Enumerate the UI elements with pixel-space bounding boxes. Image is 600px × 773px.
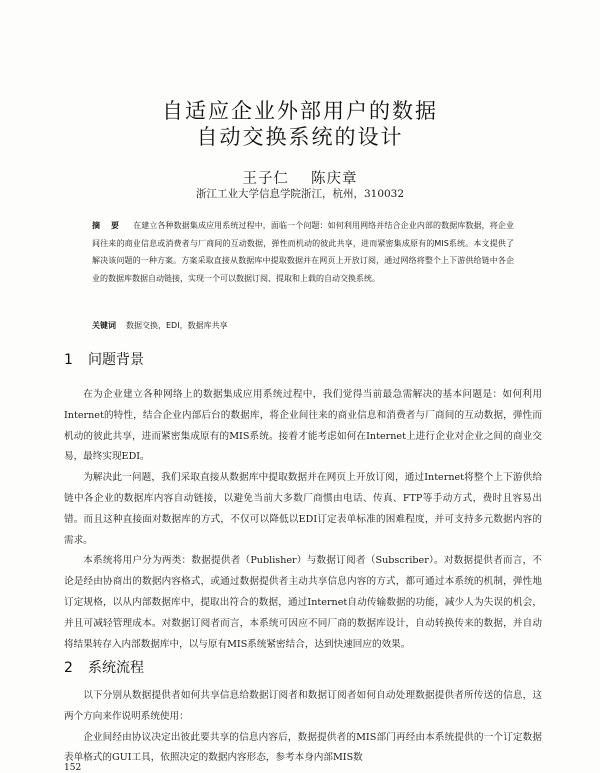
section-2-body: [64, 686, 542, 769]
author-1: 王子仁: [242, 171, 289, 187]
title-line-2: 自动交换系统的设计: [196, 125, 404, 149]
author-2: 陈庆章: [311, 171, 358, 187]
title-line-1: 自适应企业外部用户的数据: [162, 99, 438, 123]
section-1-paragraph: 本系统将用户分为两类：数据提供者（Publisher）与数据订阅者（Subscriber）。对数据提供者而言，不论是经由协商出的数据内容格式，或通过数据提供者主动共享信息内容的方式，都可通过本系统的机制，弹性地订定规格，以从内部数据库中，提取出符合的数据，通过Internet自动传输数据的功能，减少人为失误的机会，并且可减轻管理成本。对数据订阅者而言，本系统可因应不同厂商的数据库设计，自动转换传来的数据，并自动将结果转存入内部数据库中，以与原有MIS系统紧密结合，达到快速回应的效果。: [64, 555, 542, 650]
section-1-body: [64, 385, 542, 655]
page-number: 152: [64, 763, 82, 773]
abstract-label: 摘 要: [92, 221, 124, 230]
keywords-text: 数据交换，EDI，数据库共享: [126, 321, 228, 330]
section-2-title: 系统流程: [88, 660, 144, 676]
keywords-label: 关键词: [92, 321, 116, 330]
abstract: [92, 217, 514, 287]
section-1-heading: [64, 349, 144, 369]
section-2-number: 2: [64, 660, 73, 676]
section-1-paragraph: 在为企业建立各种网络上的数据集成应用系统过程中，我们觉得当前最急需解决的基本问题是：如何利用Internet的特性，结合企业内部后台的数据库，将企业间往来的商业信息和消费者与厂商间的互动数据，弹性而机动的彼此共享，进而紧密集成原有的MIS系统。接着才能考虑如何在Internet上进行企业对企业之间的商业交易，最终实现EDI。: [64, 389, 542, 463]
affiliation: 浙江工业大学信息学院浙江，杭州，310032: [195, 188, 405, 200]
abstract-text: 在建立各种数据集成应用系统过程中，面临一个问题：如何利用网络并结合企业内部的数据库数据，将企业间往来的商业信息或消费者与厂商间的互动数据，弹性而机动的彼此共享，进而紧密集成原有的MIS系统。本文提供了解决该问题的一种方案。方案采取直接从数据库中提取数据并在网页上开放订阅，通过网络将整个上下游供给链中各企业的数据库数据自动链接，实现一个可以数据订阅、提取和上载的自动交换系统。: [92, 221, 514, 283]
authors: [0, 167, 600, 188]
keywords: [92, 320, 514, 332]
section-2-paragraph: 企业间经由协议决定出彼此要共享的信息内容后，数据提供者的MIS部门再经由本系统提供的一个订定数据表单格式的GUI工具，依照决定的数据内容形态，参考本身内部MIS数: [64, 731, 542, 764]
section-1-paragraph: 为解决此一问题，我们采取直接从数据库中提取数据并在网页上开放订阅，通过Internet将整个上下游供给链中各企业的数据库内容自动链接，以避免当前大多数厂商惯由电话、传真、FTP等手动方式，费时且容易出错。而且这种直接面对数据库的方式，不仅可以降低以EDI订定表单标准的困难程度，并可支持多元数据内容的需求。: [64, 472, 542, 546]
section-2-paragraph: 以下分别从数据提供者如何共享信息给数据订阅者和数据订阅者如何自动处理数据提供者所传送的信息，这两个方向来作说明系统使用：: [64, 690, 542, 722]
section-1-title: 问题背景: [88, 352, 144, 368]
section-1-number: 1: [64, 352, 73, 368]
section-2-heading: [64, 657, 144, 677]
